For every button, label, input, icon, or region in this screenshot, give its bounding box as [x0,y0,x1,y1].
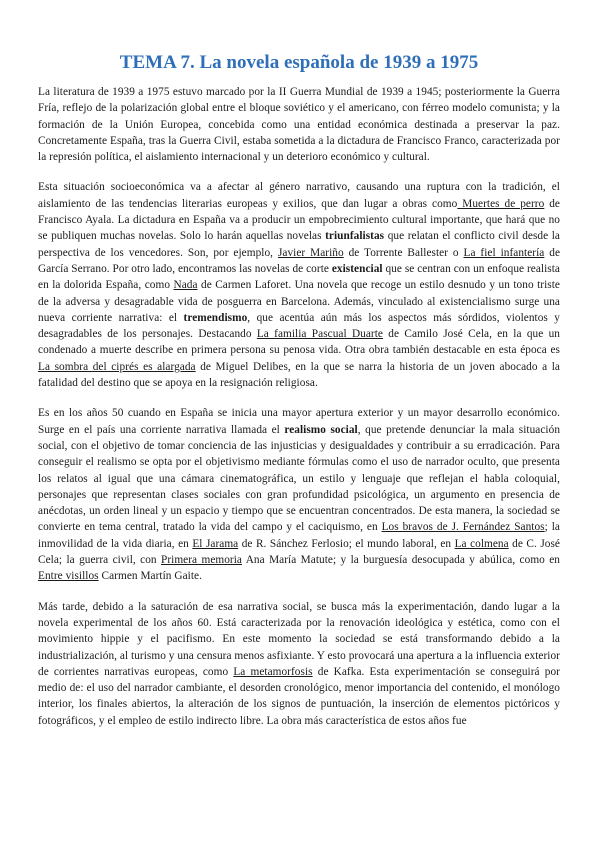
paragraph-realismo-social: Es en los años 50 cuando en España se inicia una mayor apertura exterior y un mayor desarrollo económico. Surge en el país una corriente narrativa llamada el realismo social, que pretende denunciar la mala situación social, con el objetivo de tomar conciencia de las injusticias y desigualdades y contribuir a su erradicación. Para conseguir el realismo se opta por el objetivismo mediante fórmulas como el uso de narrador oculto, que presenta los relatos al igual que una cámara cinematográfica, un estilo y lenguaje que reflejan el habla coloquial, personajes que representan clases sociales con gran profundidad psicológica, un argumento en presencia de anécdotas, un orden lineal y un espacio y tiempo que se encuentran concentrados. De esta manera, la sociedad se convierte en tema central, tratado la vida del campo y el caciquismo, en Los bravos de J. Fernández Santos; la inmovilidad de la vida diaria, en El Jarama de R. Sánchez Ferlosio; el mundo laboral, en La colmena de C. José Cela; la guerra civil, con Primera memoria Ana María Matute; y la burguesía desocupada y abúlica, como en Entre visillos Carmen Martín Gaite. [38,407,561,583]
work-title: Los bravos de J. Fernández Santos [381,521,545,534]
document-page [38,52,560,729]
work-title: Primera memoria [161,554,242,567]
work-title: La familia Pascual Duarte [256,328,383,341]
work-title: La colmena [454,537,509,550]
work-title: La sombra del ciprés es alargada [38,360,196,373]
paragraph-context: La literatura de 1939 a 1975 estuvo marcado por la II Guerra Mundial de 1939 a 1945; posteriormente la Guerra Fría, reflejo de la polarización global entre el bloque soviético y el americano, con férreo modelo comunista; y la formación de la Unión Europea, concebida como una entidad económica destinada a preservar la paz. Concretamente España, tras la Guerra Civil, estaba sometida a la dictadura de Francisco Franco, caracterizada por la represión política, el aislamiento internacional y un deterioro económico y cultural. [38,86,560,164]
paragraph-experimental: Más tarde, debido a la saturación de esa narrativa social, se busca más la experimentación, dando lugar a la novela experimental de los años 60. Está caracterizada por la renovación ideológica y estética, como con el movimiento hippie y el pacifismo. En este momento la sociedad se está transformando debido a la industrialización, al turismo y una censura menos asfixiante. Y esto provocará una apertura a la influencia exterior de corrientes narrativas europeas, como La metamorfosis de Kafka. Esta experimentación se conseguirá por medio de: el uso del narrador cambiante, el desorden cronológico, menor importancia del contenido, el monólogo interior, los finales abiertos, la alteración de los signos de puntuación, la inserción de elementos pictóricos y fotográficos, y el empleo de estilo indirecto libre. La obra más característica de estos años fue [38,600,560,727]
work-title: Javier Mariño [277,246,344,259]
work-title: La fiel infantería [463,246,545,259]
key-term: tremendismo [183,311,248,324]
key-term: triunfalistas [325,230,385,243]
work-title: La metamorfosis [233,665,313,678]
key-term: realismo social [284,423,358,436]
paragraph-posguerra: Esta situación socioeconómica va a afectar al género narrativo, causando una ruptura con la tradición, el aislamiento de las tendencias literarias europeas y exilios, que dan lugar a obras como Muertes de perro de Francisco Ayala. La dictadura en España va a producir un empobrecimiento cultural importante, que hará que no se publiquen muchas novelas. Solo lo harán aquellas novelas triunfalistas que relatan el conflicto civil desde la perspectiva de los vencedores. Son, por ejemplo, Javier Mariño de Torrente Ballester o La fiel infantería de García Serrano. Por otro lado, encontramos las novelas de corte existencial que se centran con un enfoque realista en la dolorida España, como Nada de Carmen Laforet. Una novela que recoge un estilo desnudo y un tono triste de la adversa y desagradable vida de posguerra en Barcelona. Además, vinculado al existencialismo surge una nueva corriente narrativa: el tremendismo, que acentúa aún más los aspectos más sórdidos, violentos y desagradables de los personajes. Destacando La familia Pascual Duarte de Camilo José Cela, en la que un condenado a muerte describe en primera persona su penosa vida. Otra obra también destacable en esta época es La sombra del ciprés es alargada de Miguel Delibes, en la que se narra la historia de un joven abocado a la fatalidad del destino que se apoya en la resignación religiosa. [38,181,561,390]
key-term: existencial [331,262,383,275]
work-title: Muertes de perro [457,197,545,210]
work-title: Nada [173,279,198,292]
work-title: Entre visillos [38,570,99,583]
page-title: TEMA 7. La novela española de 1939 a 1975 [119,52,479,73]
work-title: El Jarama [192,537,239,550]
